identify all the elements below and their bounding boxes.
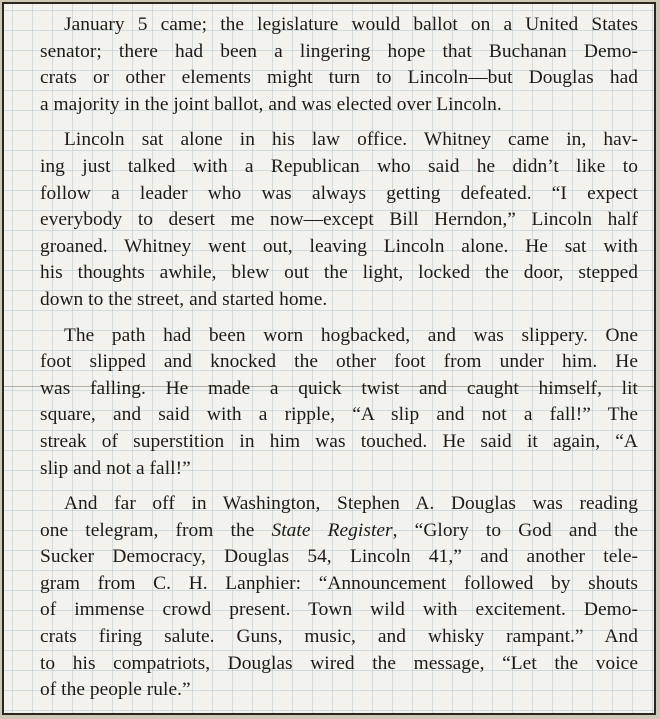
text-run: , “Glory to God and the — [392, 519, 638, 541]
text-line: streak of superstition in him was touched. He said it again, “A — [40, 430, 638, 452]
text-line: crats or other elements might turn to Lincoln—but Douglas had — [40, 67, 638, 89]
text-line: a majority in the joint ballot, and was elected over Lincoln. — [40, 93, 502, 115]
text-run: one telegram, from the — [40, 519, 272, 541]
text-line: follow a leader who was always getting defeated. “I expect — [40, 182, 638, 204]
text-line: everybody to desert me now—except Bill Herndon,” Lincoln half — [40, 209, 638, 231]
text-line-with-italic — [16, 518, 638, 545]
article-body — [16, 12, 638, 704]
text-line: groaned. Whitney went out, leaving Lincoln alone. He sat with — [40, 235, 638, 257]
text-line: senator; there had been a lingering hope that Buchanan Demo- — [40, 40, 638, 62]
paragraph-4 — [16, 491, 638, 704]
italic-title: State Register — [271, 519, 393, 541]
text-line: crats firing salute. Guns, music, and whisky rampant.” And — [40, 626, 638, 648]
text-line: January 5 came; the legislature would ballot on a United States — [64, 14, 638, 35]
text-line: gram from C. H. Lanphier: “Announcement followed by shouts — [40, 572, 638, 594]
newspaper-clipping — [2, 2, 656, 715]
text-line: his thoughts awhile, blew out the light, locked the door, stepped — [40, 262, 638, 284]
text-line: And far off in Washington, Stephen A. Douglas was reading — [64, 493, 638, 515]
paragraph-1 — [16, 12, 638, 118]
text-line: Sucker Democracy, Douglas 54, Lincoln 41,” and another tele- — [40, 546, 638, 568]
text-line: The path had been worn hogbacked, and was slippery. One — [64, 324, 638, 346]
text-line: Lincoln sat alone in his law office. Whitney came in, hav- — [64, 129, 638, 151]
text-line: ing just talked with a Republican who said he didn’t like to — [40, 155, 638, 177]
text-line: slip and not a fall!” — [40, 457, 191, 479]
text-line: of the people rule.” — [40, 679, 191, 701]
text-line: was falling. He made a quick twist and caught himself, lit — [40, 377, 638, 399]
text-line: square, and said with a ripple, “A slip and not a fall!” The — [40, 404, 638, 426]
text-line: to his compatriots, Douglas wired the message, “Let the voice — [40, 652, 638, 674]
paragraph-3 — [16, 323, 638, 483]
text-line: down to the street, and started home. — [40, 288, 328, 310]
paragraph-2 — [16, 127, 638, 313]
text-line: of immense crowd present. Town wild with excitement. Demo- — [40, 599, 638, 621]
text-line: foot slipped and knocked the other foot from under him. He — [40, 351, 638, 373]
